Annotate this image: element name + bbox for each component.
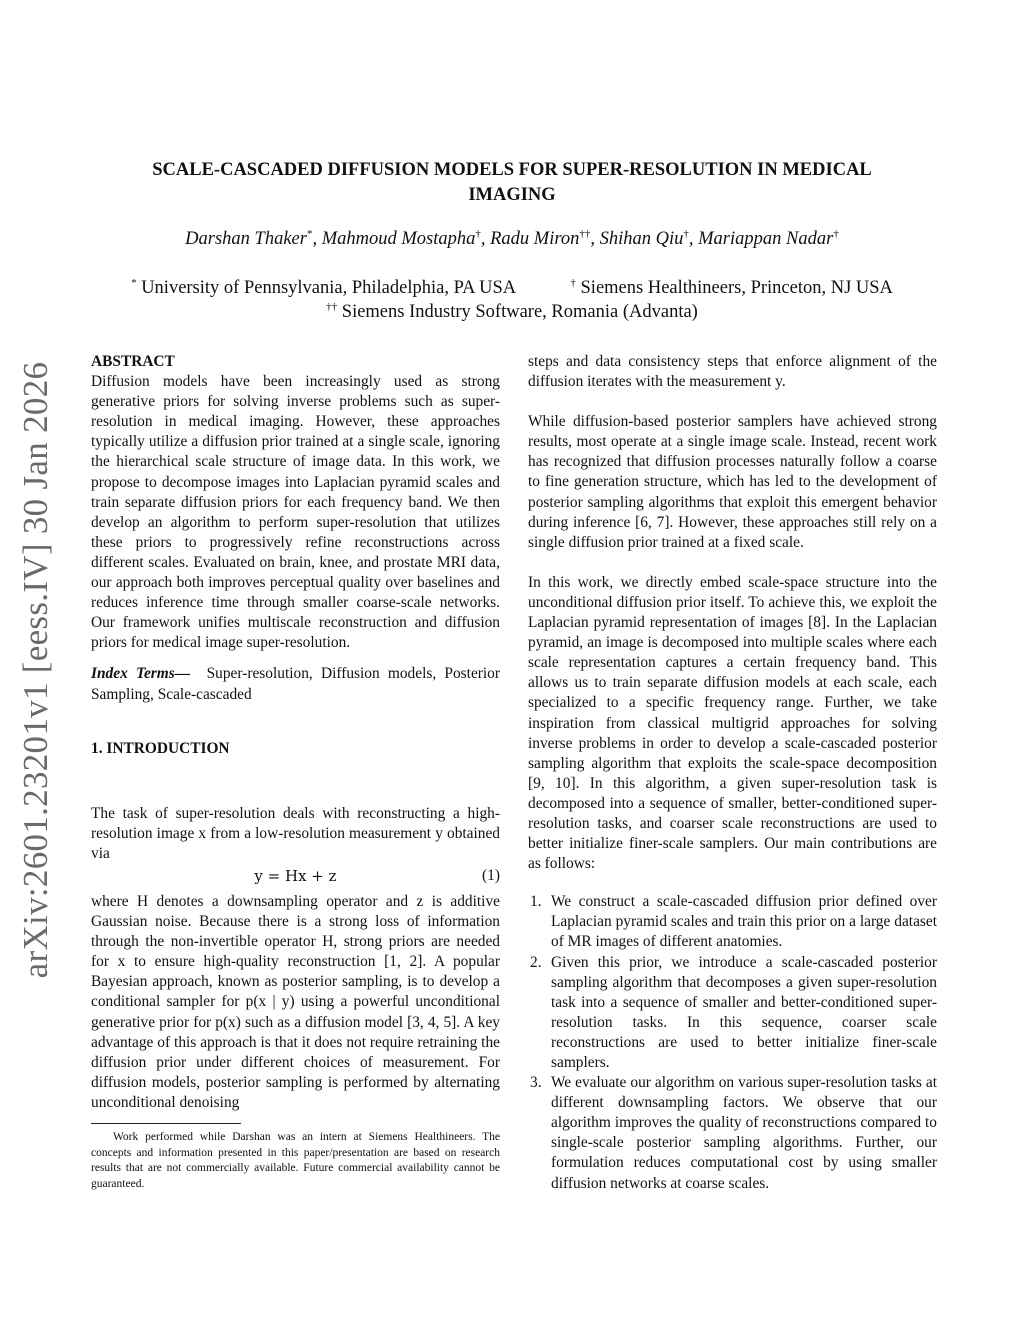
intro-paragraph-2-continued: steps and data consistency steps that enforce alignment of the diffusion iterates with the measurement y. [528, 353, 937, 391]
arxiv-identifier-stamp [8, 361, 64, 979]
author-name: Mahmoud Mostapha [321, 229, 476, 249]
equation-1 [91, 866, 500, 888]
author-affiliation-mark: † [683, 228, 689, 240]
affiliation-siemens-industry: Siemens Industry Software, Romania (Advanta) [341, 302, 698, 322]
intro-paragraph-1: The task of super-resolution deals with reconstructing a high-resolution image x from a low-resolution measurement y obtained via [91, 804, 500, 862]
abstract-heading: ABSTRACT [91, 353, 175, 370]
intro-paragraph-4: In this work, we directly embed scale-space structure into the unconditional diffusion prior itself. To achieve this, we exploit the Laplacian pyramid representation of images [8]. In the Laplacian pyramid, an image is decomposed into multiple scales where each scale representation captures a certain frequency band. This allows us to train separate diffusion models at each scale, each specialized to a specific frequency range. Further, we take inspiration from classical multigrid approaches for solving inverse problems in order to develop a scale-cascaded posterior sampling algorithm that exploits the scale-space decomposition [9, 10]. In this algorithm, a given super-resolution task is decomposed into a sequence of smaller, better-conditioned super-resolution tasks, and coarser scale reconstructions are used to better initialize finer-scale samplers. Our main contributions are as follows: [528, 573, 937, 873]
affiliations-line-2 [60, 302, 964, 323]
author-affiliation-mark: † [475, 228, 481, 240]
list-item-text: We evaluate our algorithm on various super-resolution tasks at different downsampling factors. We observe that our algorithm improves the quality of reconstructions compared to single-scale posterior sampling algorithms. Further, our formulation reduces computational cost by using smaller diffusion networks at coarse scales. [551, 1074, 937, 1192]
affiliation-mark: †† [326, 301, 338, 313]
equation-number: (1) [482, 866, 500, 884]
title-line-2: IMAGING [468, 185, 556, 205]
author-affiliation-mark: † [833, 228, 839, 240]
author-name: Shihan Qiu [599, 229, 684, 249]
author-affiliation-mark: * [306, 228, 313, 240]
intro-paragraph-3: While diffusion-based posterior samplers have achieved strong results, most operate at a single image scale. Instead, recent work has recognized that diffusion processes naturally follow a coarse to fine generation structure, which has led to the development of posterior sampling algorithms that exploit this emergent behavior during inference [6, 7]. However, these approaches still rely on a single diffusion prior trained at a fixed scale. [528, 413, 937, 551]
right-column [528, 352, 937, 1194]
abstract-text: Diffusion models have been increasingly used as strong generative priors for solving inverse problems such as super-resolution in medical imaging. However, these approaches typically utilize a diffusion prior trained at a single scale, ignoring the hierarchical scale structure of image data. In this work, we propose to decompose images into Laplacian pyramid scales and train separate diffusion priors for each frequency band. We then develop an algorithm to perform super-resolution that utilizes these priors to progressively refine reconstructions across different scales. Evaluated on brain, knee, and prostate MRI data, our approach both improves perceptual quality over baselines and reduces inference time through smaller coarse-scale networks. Our framework unifies multiscale reconstruction and diffusion priors for medical image super-resolution. [91, 373, 500, 652]
title-line-1: SCALE-CASCADED DIFFUSION MODELS FOR SUPER-RESOLUTION IN MEDICAL [152, 160, 872, 180]
footnote-divider [91, 1123, 241, 1124]
list-item [528, 953, 937, 1074]
list-item [528, 892, 937, 952]
list-item-text: We construct a scale-cascaded diffusion prior defined over Laplacian pyramid scales and train this prior on a large dataset of MR images of different anatomies. [551, 893, 937, 951]
arxiv-identifier-text: arXiv:2601.23201v1 [eess.IV] 30 Jan 2026 [16, 361, 55, 979]
contributions-list [528, 892, 937, 1193]
author-name: Radu Miron [490, 229, 580, 249]
author-affiliation-mark: †† [579, 228, 591, 240]
footnote: Work performed while Darshan was an intern at Siemens Healthineers. The concepts and information presented in this paper/presentation are based on research results that are not commercially available. Future commercial availability cannot be guaranteed. [91, 1131, 500, 1190]
affiliation-penn: University of Pennsylvania, Philadelphia, PA USA [141, 278, 516, 298]
affiliation-mark: † [570, 277, 576, 289]
index-terms-text: Super-resolution, Diffusion models, Posterior Sampling, Scale-cascaded [91, 665, 500, 703]
paper-title [100, 158, 924, 208]
affiliation-siemens-healthineers: Siemens Healthineers, Princeton, NJ USA [580, 278, 893, 298]
affiliations-line-1 [60, 278, 964, 299]
list-item-number: 1. [530, 893, 542, 911]
index-terms-label: Index Terms— [91, 665, 191, 683]
index-terms [91, 664, 500, 704]
equation-body: y = Hx + z [254, 866, 337, 885]
list-item-text: Given this prior, we introduce a scale-cascaded posterior sampling algorithm that decomposes a given super-resolution task into a sequence of smaller and better-conditioned super-resolution tasks. In this sequence, coarser scale reconstructions are used to better initialize finer-scale samplers. [551, 953, 937, 1071]
list-item-number: 2. [530, 953, 542, 971]
list-item [528, 1073, 937, 1194]
author-name: Mariappan Nadar [698, 229, 834, 249]
affiliation-mark: * [131, 277, 137, 289]
author-list: Darshan Thaker*, Mahmoud Mostapha†, Radu Miron††, Shihan Qiu†, Mariappan Nadar† [185, 228, 839, 249]
introduction-heading: 1. INTRODUCTION [91, 739, 230, 757]
author-name: Darshan Thaker [185, 229, 307, 249]
list-item-number: 3. [530, 1074, 542, 1092]
intro-paragraph-2: where H denotes a downsampling operator and z is additive Gaussian noise. Because there is a strong loss of information through the non-invertible operator H, strong priors are needed for x to ensure high-quality reconstruction [1, 2]. A popular Bayesian approach, known as posterior sampling, is to develop a conditional sampler for p(x | y) using a powerful unconditional generative prior for p(x) such as a diffusion model [3, 4, 5]. A key advantage of this approach is that it does not require retraining the diffusion prior under different choices of measurement. For diffusion models, posterior sampling is performed by alternating unconditional denoising [91, 892, 500, 1111]
left-column [91, 352, 500, 1192]
